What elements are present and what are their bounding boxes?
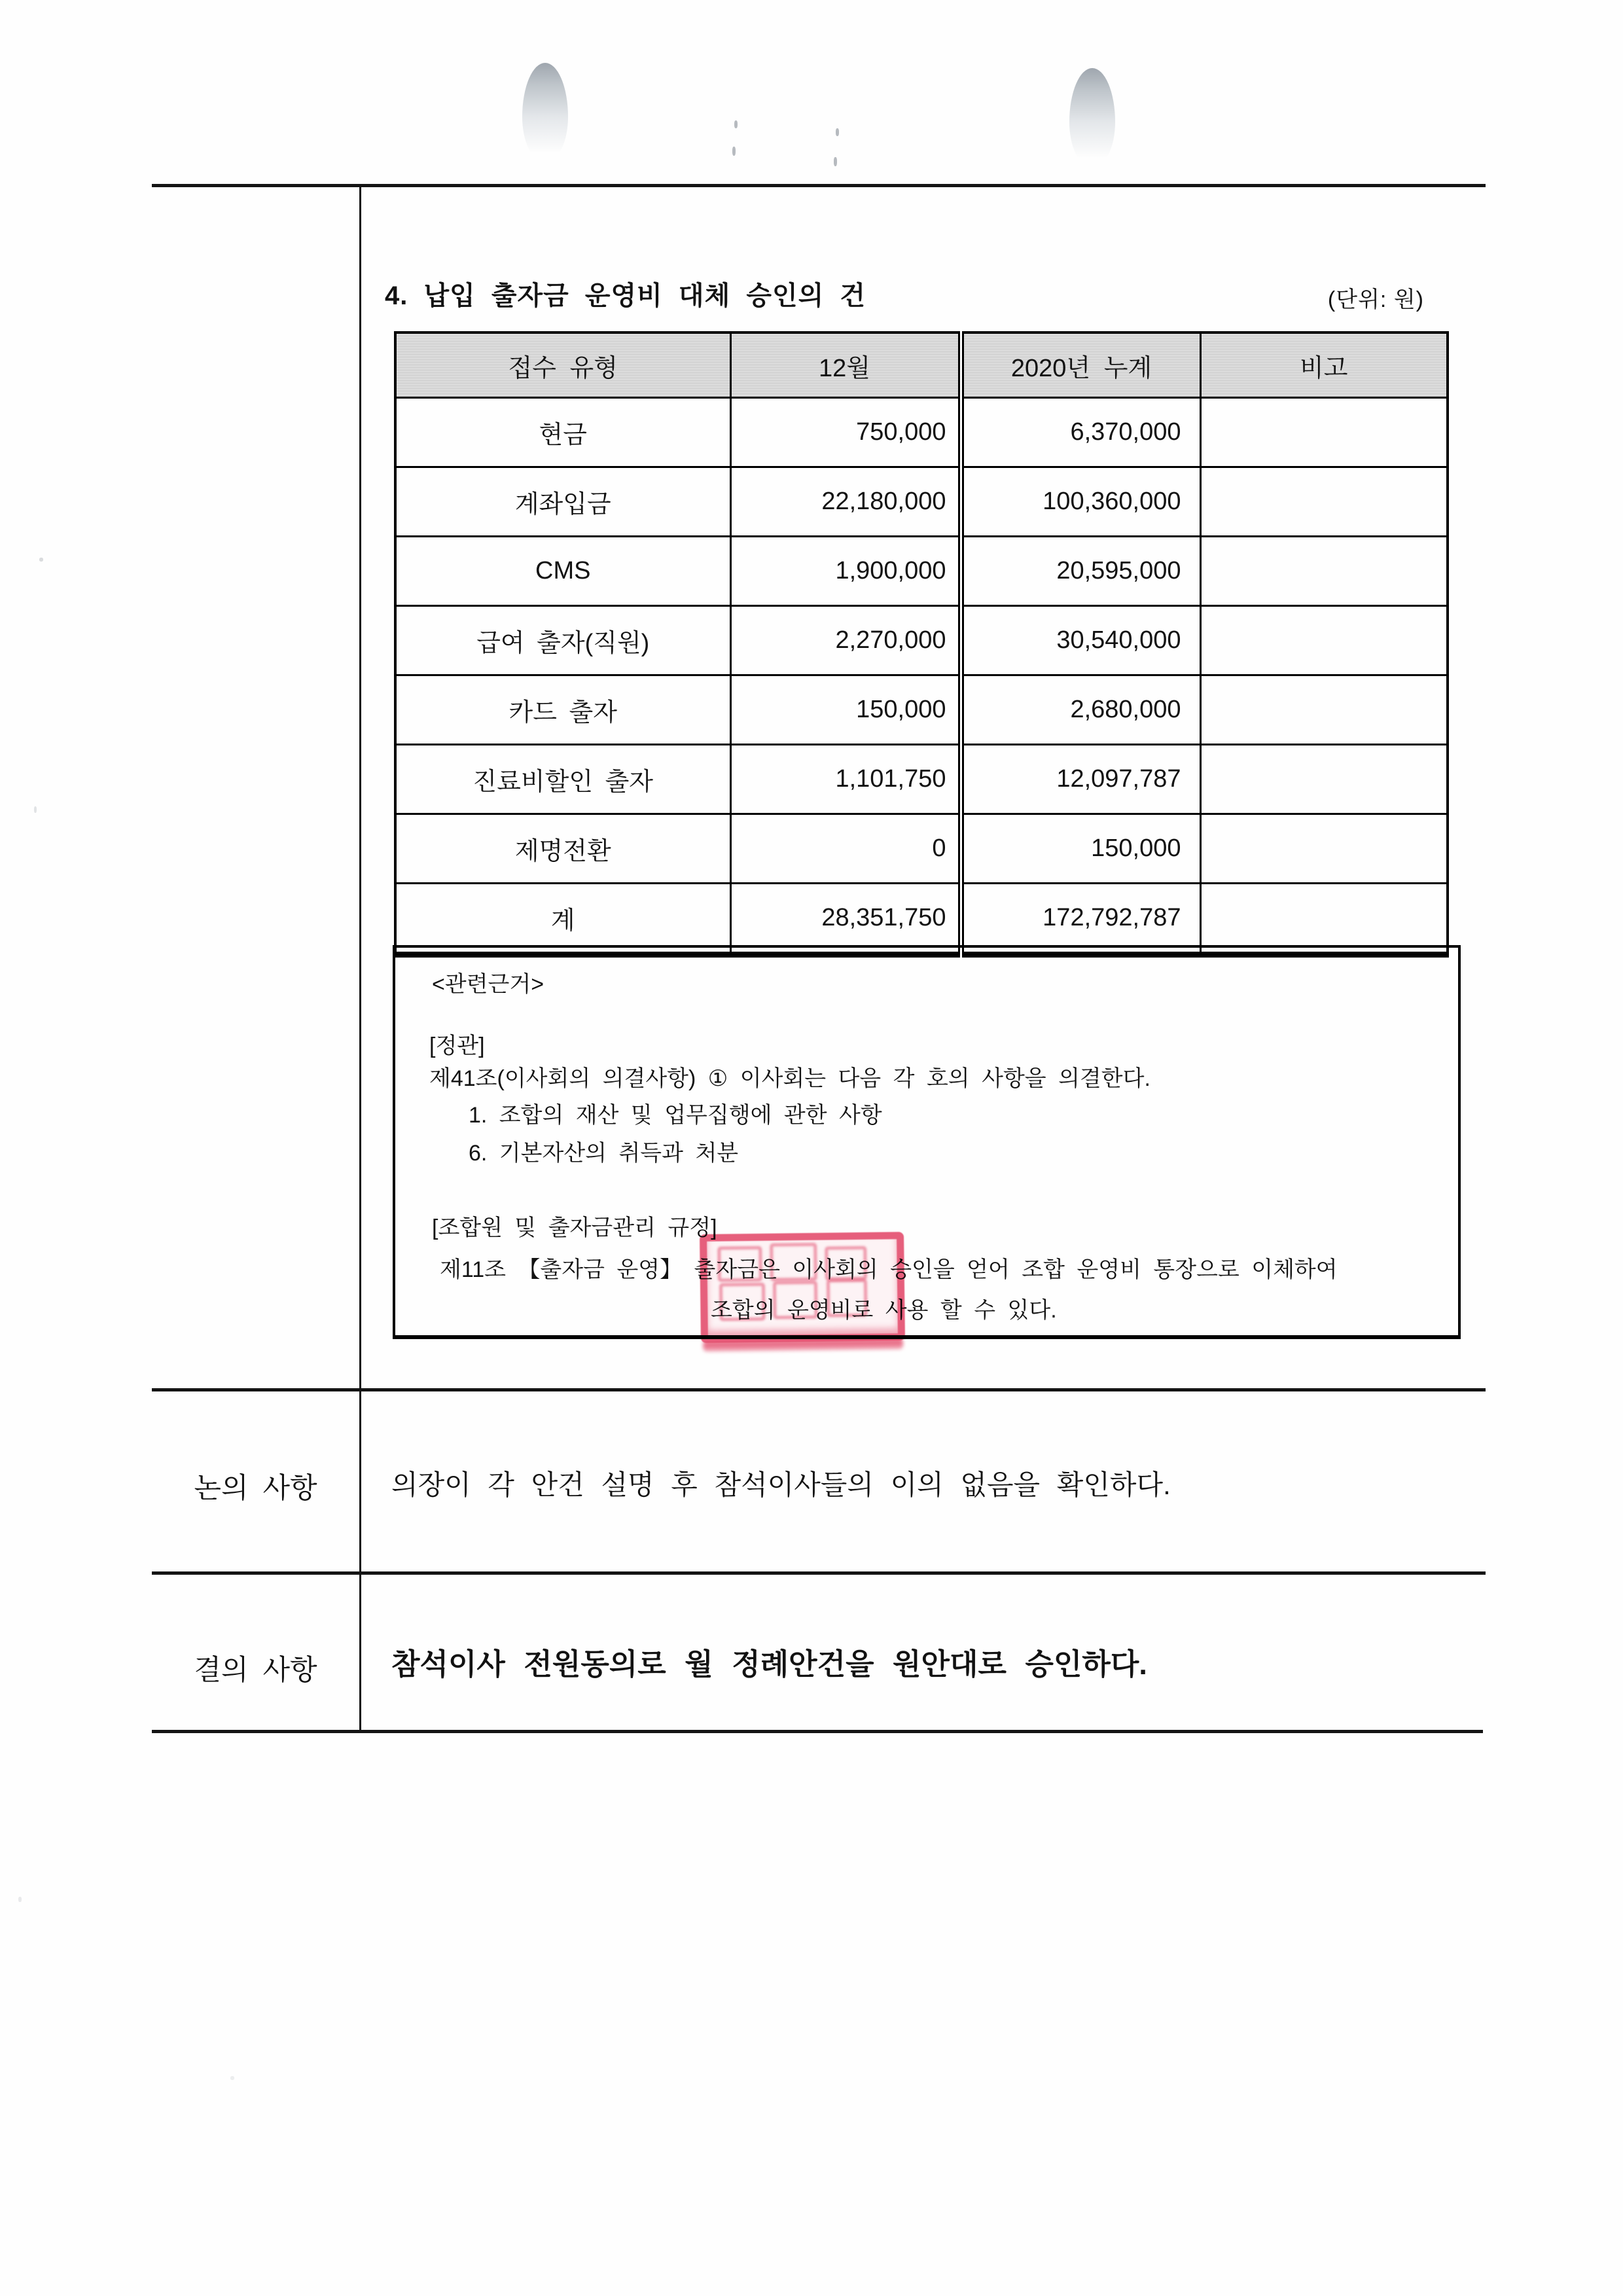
cell-type: 계: [395, 884, 730, 955]
header-remarks: 비고: [1200, 332, 1448, 398]
cell-note: [1200, 537, 1448, 606]
bylaws-item-6: 6. 기본자산의 취득과 처분: [469, 1141, 739, 1166]
cell-december: 750,000: [730, 398, 961, 467]
bylaws-item-1: 1. 조합의 재산 및 업무집행에 관한 사항: [469, 1103, 882, 1128]
regulation-article-11-line1: 제11조 【출자금 운영】 출자금은 이사회의 승인을 얻어 조합 운영비 통장으로 이체하여: [440, 1257, 1338, 1282]
red-seal-stamp: [700, 1232, 905, 1343]
cell-cumulative: 2,680,000: [961, 675, 1200, 745]
regulation-header: [조합원 및 출자금관리 규정]: [432, 1215, 717, 1240]
cell-december: 1,101,750: [730, 745, 961, 814]
table-row: [395, 398, 1448, 467]
cell-note: [1200, 606, 1448, 675]
cell-type: CMS: [395, 537, 730, 606]
cell-december: 1,900,000: [730, 537, 961, 606]
table-header-row: [395, 332, 1448, 398]
scan-speck: [732, 147, 736, 156]
header-receipt-type: 접수 유형: [395, 332, 730, 398]
discussion-text: 의장이 각 안건 설명 후 참석이사들의 이의 없음을 확인하다.: [391, 1469, 1171, 1500]
top-horizontal-rule: [152, 184, 1486, 187]
cell-cumulative: 100,360,000: [961, 467, 1200, 537]
cell-note: [1200, 398, 1448, 467]
table-row: [395, 467, 1448, 537]
cell-december: 0: [730, 814, 961, 884]
bylaws-article-41: 제41조(이사회의 의결사항) ① 이사회는 다음 각 호의 사항을 의결한다.: [429, 1066, 1150, 1091]
cell-type: 현금: [395, 398, 730, 467]
scan-speck: [34, 806, 37, 813]
header-december: 12월: [730, 332, 961, 398]
punch-hole-shadow-left: [522, 63, 568, 161]
scan-speck: [836, 128, 839, 136]
cell-december: 22,180,000: [730, 467, 961, 537]
cell-note: [1200, 745, 1448, 814]
table-total-row: [395, 884, 1448, 955]
table-row: [395, 606, 1448, 675]
cell-cumulative: 30,540,000: [961, 606, 1200, 675]
scan-speck: [39, 558, 43, 562]
cell-type: 급여 출자(직원): [395, 606, 730, 675]
cell-note: [1200, 814, 1448, 884]
resolution-text: 참석이사 전원동의로 월 정례안건을 원안대로 승인하다.: [391, 1647, 1147, 1681]
cell-cumulative: 20,595,000: [961, 537, 1200, 606]
scan-speck: [230, 2076, 234, 2080]
cell-note: [1200, 467, 1448, 537]
cell-cumulative: 150,000: [961, 814, 1200, 884]
scan-speck: [18, 1897, 22, 1902]
related-basis-box: [393, 945, 1461, 1339]
left-vertical-divider: [359, 184, 361, 1733]
cell-note: [1200, 675, 1448, 745]
cell-cumulative: 12,097,787: [961, 745, 1200, 814]
agenda-item-title: 4. 납입 출자금 운영비 대체 승인의 건: [385, 281, 866, 310]
cell-december: 28,351,750: [730, 884, 961, 955]
cell-type: 제명전환: [395, 814, 730, 884]
scan-speck: [734, 120, 738, 128]
resolution-top-rule: [152, 1571, 1486, 1575]
punch-hole-shadow-right: [1069, 68, 1115, 166]
table-row: [395, 814, 1448, 884]
table-row: [395, 675, 1448, 745]
bylaws-header: [정관]: [429, 1033, 485, 1058]
unit-note: (단위: 원): [1327, 287, 1424, 312]
bottom-horizontal-rule: [152, 1730, 1483, 1733]
discussion-section-label: 논의 사항: [194, 1473, 317, 1504]
cell-cumulative: 6,370,000: [961, 398, 1200, 467]
cell-cumulative: 172,792,787: [961, 884, 1200, 955]
cell-december: 150,000: [730, 675, 961, 745]
cell-note: [1200, 884, 1448, 955]
scan-speck: [834, 157, 837, 166]
resolution-section-label: 결의 사항: [194, 1655, 317, 1686]
contributions-table: [394, 331, 1449, 958]
related-basis-title: <관련근거>: [432, 972, 544, 997]
cell-december: 2,270,000: [730, 606, 961, 675]
cell-type: 진료비할인 출자: [395, 745, 730, 814]
cell-type: 계좌입금: [395, 467, 730, 537]
table-row: [395, 537, 1448, 606]
header-2020-cumulative: 2020년 누계: [961, 332, 1200, 398]
table-row: [395, 745, 1448, 814]
regulation-article-11-line2: 조합의 운영비로 사용 할 수 있다.: [711, 1298, 1057, 1323]
discussion-top-rule: [152, 1388, 1486, 1391]
cell-type: 카드 출자: [395, 675, 730, 745]
